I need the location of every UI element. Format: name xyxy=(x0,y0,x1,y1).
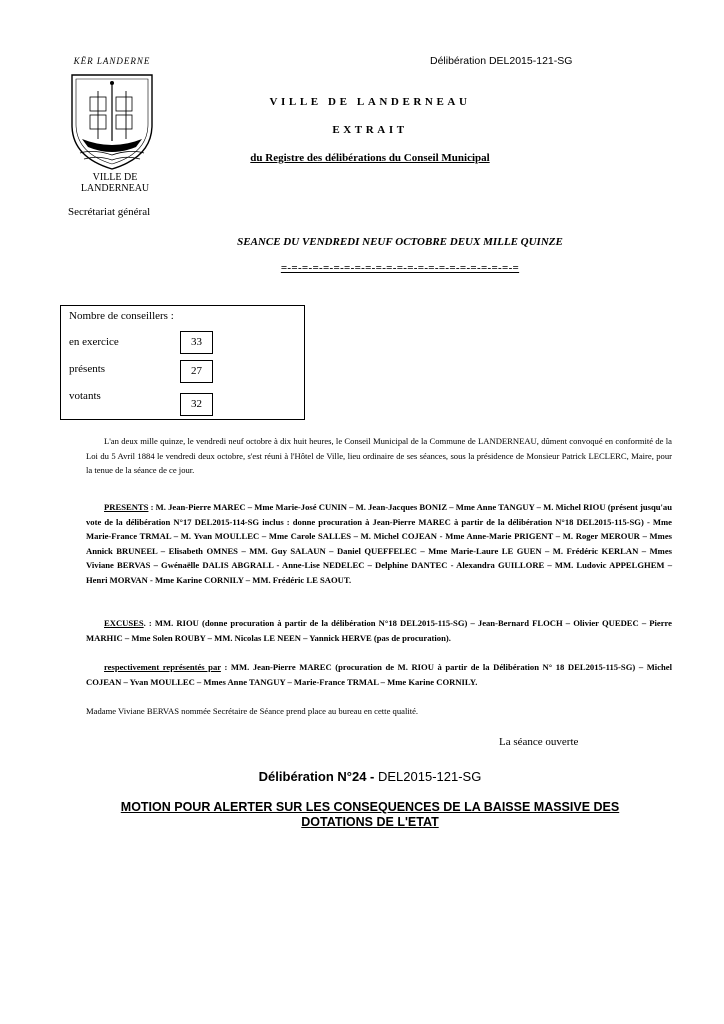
presents-text: : M. Jean-Pierre MAREC – Mme Marie-José CUNIN – M. Jean-Jacques BONIZ – Mme Anne TANGUY – M. Michel RIOU (présent jusqu'au vote de la délibération N°17 DEL2015-114-SG inclus : donne procuration à Jean-Pierre MAREC à partir de la délibération N°18 DEL2015-115-SG) - Mme Marie-France TRMAL – M. Yvan MOULLEC – Mme Carole SALLES – M. Michel COJEAN - Mme Anne-Marie PRIGENT – M. Roger MEROUR – Mmes Annick BRUNEEL – Elisabeth OMNES – MM. Guy SALAUN – Daniel QUEFFELEC – Mme Marie-Laure LE GUEN – M. Frédéric KERLAN – Mmes Viviane BERVAS – Gwénaëlle DALIS ABGRALL - Anne-Lise NEDELEC – Delphine DANTEC - Alexandra GUILLORE – MM. Ludovic APPELGHEM – Henri MORVAN - Mme Karine CORNILY – MM. Frédéric LE SAOUT. xyxy=(86,502,672,585)
crest-city-line2: LANDERNEAU xyxy=(80,183,150,194)
extract-title: EXTRAIT xyxy=(332,124,408,136)
count-value-present: 27 xyxy=(180,360,213,383)
excuses-text: . : MM. RIOU (donne procuration à partir de la délibération N°18 DEL2015-115-SG) – Jean-Bernard FLOCH – Olivier QUEDEC – Pierre MARHIC – Mme Solen ROUBY – MM. Nicolas LE NEEN – Yannick HERVE (pas de procuration). xyxy=(86,618,672,643)
deliberation-reference: Délibération DEL2015-121-SG xyxy=(430,55,573,67)
session-opened: La séance ouverte xyxy=(499,736,579,748)
count-label-voting: votants xyxy=(69,390,101,402)
crest-caption: KËR LANDERNE xyxy=(73,56,151,66)
department-label: Secrétariat général xyxy=(68,206,151,218)
secretary-paragraph: Madame Viviane BERVAS nommée Secrétaire de Séance prend place au bureau en cette qualité. xyxy=(86,706,419,716)
count-value-voting: 32 xyxy=(180,393,213,416)
deliberation-code: DEL2015-121-SG xyxy=(378,769,482,784)
represented-label: respectivement représentés par xyxy=(104,662,221,672)
crest-city-name xyxy=(60,172,170,194)
intro-paragraph: L'an deux mille quinze, le vendredi neuf octobre à dix huit heures, le Conseil Municipal de la Commune de LANDERNEAU, dûment convoqué en conformité de la Loi du 5 Avril 1884 le vendredi deux octobre, s'est réuni à l'Hôtel de Ville, lieu ordinaire de ses séances, sous la présidence de Monsieur Patrick LECLERC, Maire, pour la tenue de la séance de ce jour. xyxy=(86,436,672,476)
separator-line: =-=-=-=-=-=-=-=-=-=-=-=-=-=-=-=-=-=-=-=-=-=-= xyxy=(280,262,520,274)
count-value-in-office: 33 xyxy=(180,331,213,354)
councillors-count-box xyxy=(60,305,305,420)
represented-text: : MM. Jean-Pierre MAREC (procuration de M. RIOU à partir de la Délibération N° 18 DEL2015-115-SG) – Michel COJEAN – Yvan MOULLEC – Mmes Anne TANGUY – Marie-France TRMAL – Mme Karine CORNILY. xyxy=(86,662,672,687)
session-title: SEANCE DU VENDREDI NEUF OCTOBRE DEUX MILLE QUINZE xyxy=(237,236,563,248)
represented-paragraph xyxy=(86,660,672,689)
register-title: du Registre des délibérations du Conseil Municipal xyxy=(250,152,490,164)
count-label-in-office: en exercice xyxy=(69,336,119,348)
deliberation-title xyxy=(0,769,724,784)
councillors-heading: Nombre de conseillers : xyxy=(69,310,174,322)
count-label-present: présents xyxy=(69,363,106,375)
presents-paragraph xyxy=(86,500,672,588)
city-title: VILLE DE LANDERNEAU xyxy=(269,96,471,108)
presents-label: PRESENTS xyxy=(104,502,149,512)
city-crest-logo xyxy=(64,67,160,173)
motion-title: MOTION POUR ALERTER SUR LES CONSEQUENCES DE LA BAISSE MASSIVE DES DOTATIONS DE L'ETAT xyxy=(120,800,620,829)
excuses-label: EXCUSES xyxy=(104,618,144,628)
excuses-paragraph xyxy=(86,616,672,645)
crest-city-line1: VILLE DE xyxy=(92,172,138,183)
deliberation-label: Délibération N°24 - xyxy=(258,769,378,784)
